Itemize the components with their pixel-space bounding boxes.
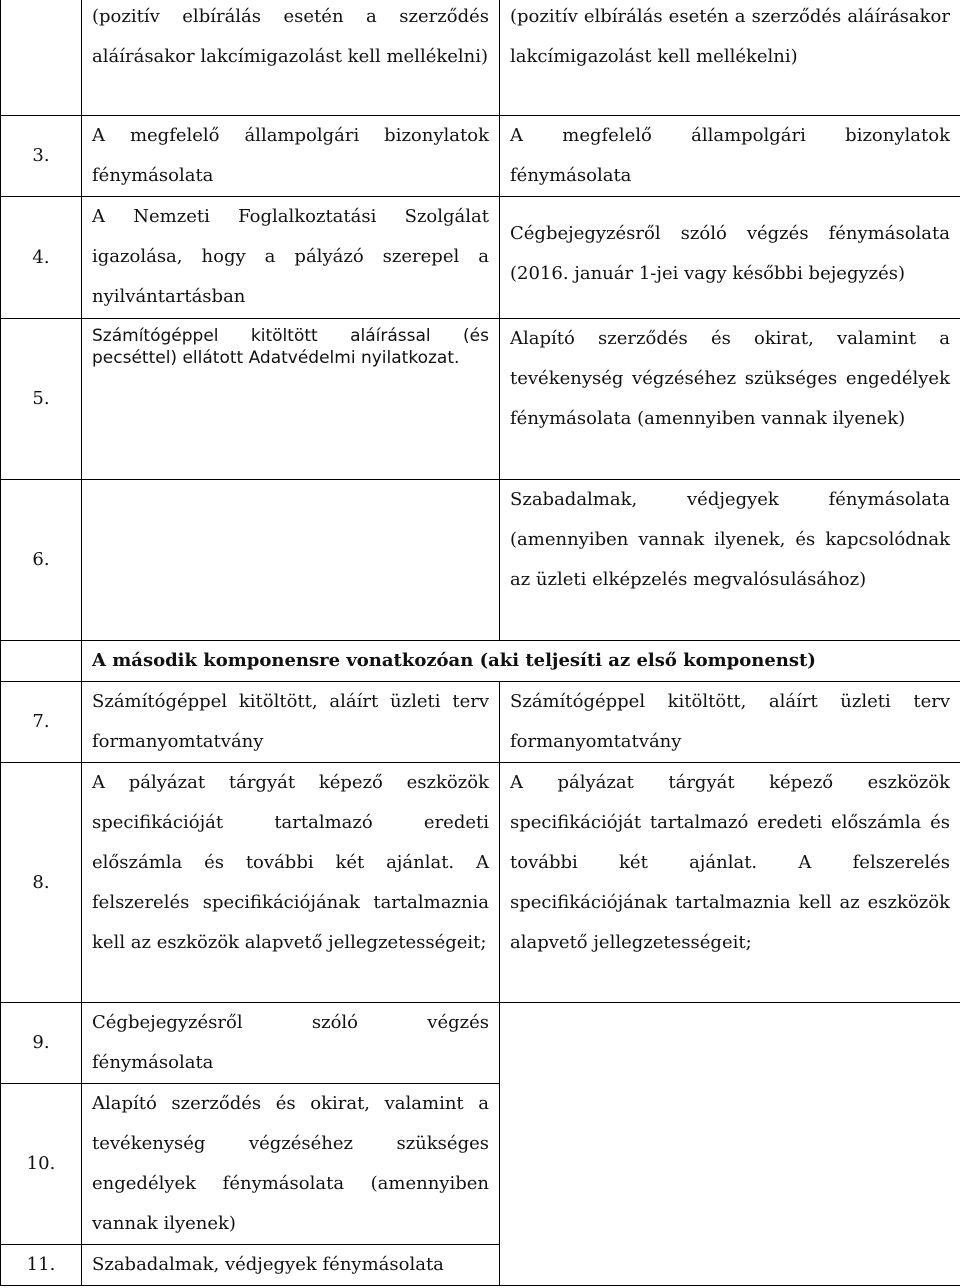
left-cell: Alapító szerződés és okirat, valamint a tevékenység végzéséhez szükséges engedélyek fénymásolata (amennyiben vannak ilyenek) xyxy=(82,1084,500,1245)
right-cell: A megfelelő állampolgári bizonylatok fénymásolata xyxy=(500,116,960,197)
table-row xyxy=(1,116,960,197)
row-number: 11. xyxy=(1,1245,82,1286)
right-cell: Cégbejegyzésről szóló végzés fénymásolata (2016. január 1-jei vagy későbbi bejegyzés) xyxy=(500,197,960,319)
row-number xyxy=(1,0,82,116)
section-heading: A második komponensre vonatkozóan (aki teljesíti az első komponenst) xyxy=(82,641,960,682)
table-row xyxy=(1,480,960,641)
right-cell: Szabadalmak, védjegyek fénymásolata (amennyiben vannak ilyenek, és kapcsolódnak az üzleti elképzelés megvalósulásához) xyxy=(500,480,960,641)
table-row xyxy=(1,763,960,1003)
left-cell: A megfelelő állampolgári bizonylatok fénymásolata xyxy=(82,116,500,197)
table-row xyxy=(1,197,960,319)
left-cell: Számítógéppel kitöltött, aláírt üzleti terv formanyomtatvány xyxy=(82,682,500,763)
row-number: 8. xyxy=(1,763,82,1003)
right-cell: A pályázat tárgyát képező eszközök specifikációját tartalmazó eredeti előszámla és további két ajánlat. A felszerelés specifikációjának tartalmaznia kell az eszközök alapvető jellegzetességeit; xyxy=(500,763,960,1003)
row-number: 5. xyxy=(1,319,82,480)
left-cell: Cégbejegyzésről szóló végzés fénymásolata xyxy=(82,1003,500,1084)
left-cell: Számítógéppel kitöltött aláírással (és pecséttel) ellátott Adatvédelmi nyilatkozat. xyxy=(82,319,500,480)
table-row xyxy=(1,682,960,763)
right-cell-empty xyxy=(500,1003,960,1286)
left-cell xyxy=(82,480,500,641)
left-cell: A Nemzeti Foglalkoztatási Szolgálat igazolása, hogy a pályázó szerepel a nyilvántartásban xyxy=(82,197,500,319)
section-row xyxy=(1,641,960,682)
right-cell: Számítógéppel kitöltött, aláírt üzleti terv formanyomtatvány xyxy=(500,682,960,763)
row-number: 9. xyxy=(1,1003,82,1084)
left-cell: Szabadalmak, védjegyek fénymásolata xyxy=(82,1245,500,1286)
row-number: 3. xyxy=(1,116,82,197)
right-cell: (pozitív elbírálás esetén a szerződés aláírásakor lakcímigazolást kell mellékelni) xyxy=(500,0,960,116)
row-number xyxy=(1,641,82,682)
left-cell: A pályázat tárgyát képező eszközök specifikációját tartalmazó eredeti előszámla és további két ajánlat. A felszerelés specifikációjának tartalmaznia kell az eszközök alapvető jellegzetességeit; xyxy=(82,763,500,1003)
right-cell: Alapító szerződés és okirat, valamint a tevékenység végzéséhez szükséges engedélyek fénymásolata (amennyiben vannak ilyenek) xyxy=(500,319,960,480)
row-number: 7. xyxy=(1,682,82,763)
table-row xyxy=(1,319,960,480)
row-number: 10. xyxy=(1,1084,82,1245)
table-row xyxy=(1,0,960,116)
table-row xyxy=(1,1003,960,1084)
left-cell: (pozitív elbírálás esetén a szerződés aláírásakor lakcímigazolást kell mellékelni) xyxy=(82,0,500,116)
row-number: 6. xyxy=(1,480,82,641)
row-number: 4. xyxy=(1,197,82,319)
